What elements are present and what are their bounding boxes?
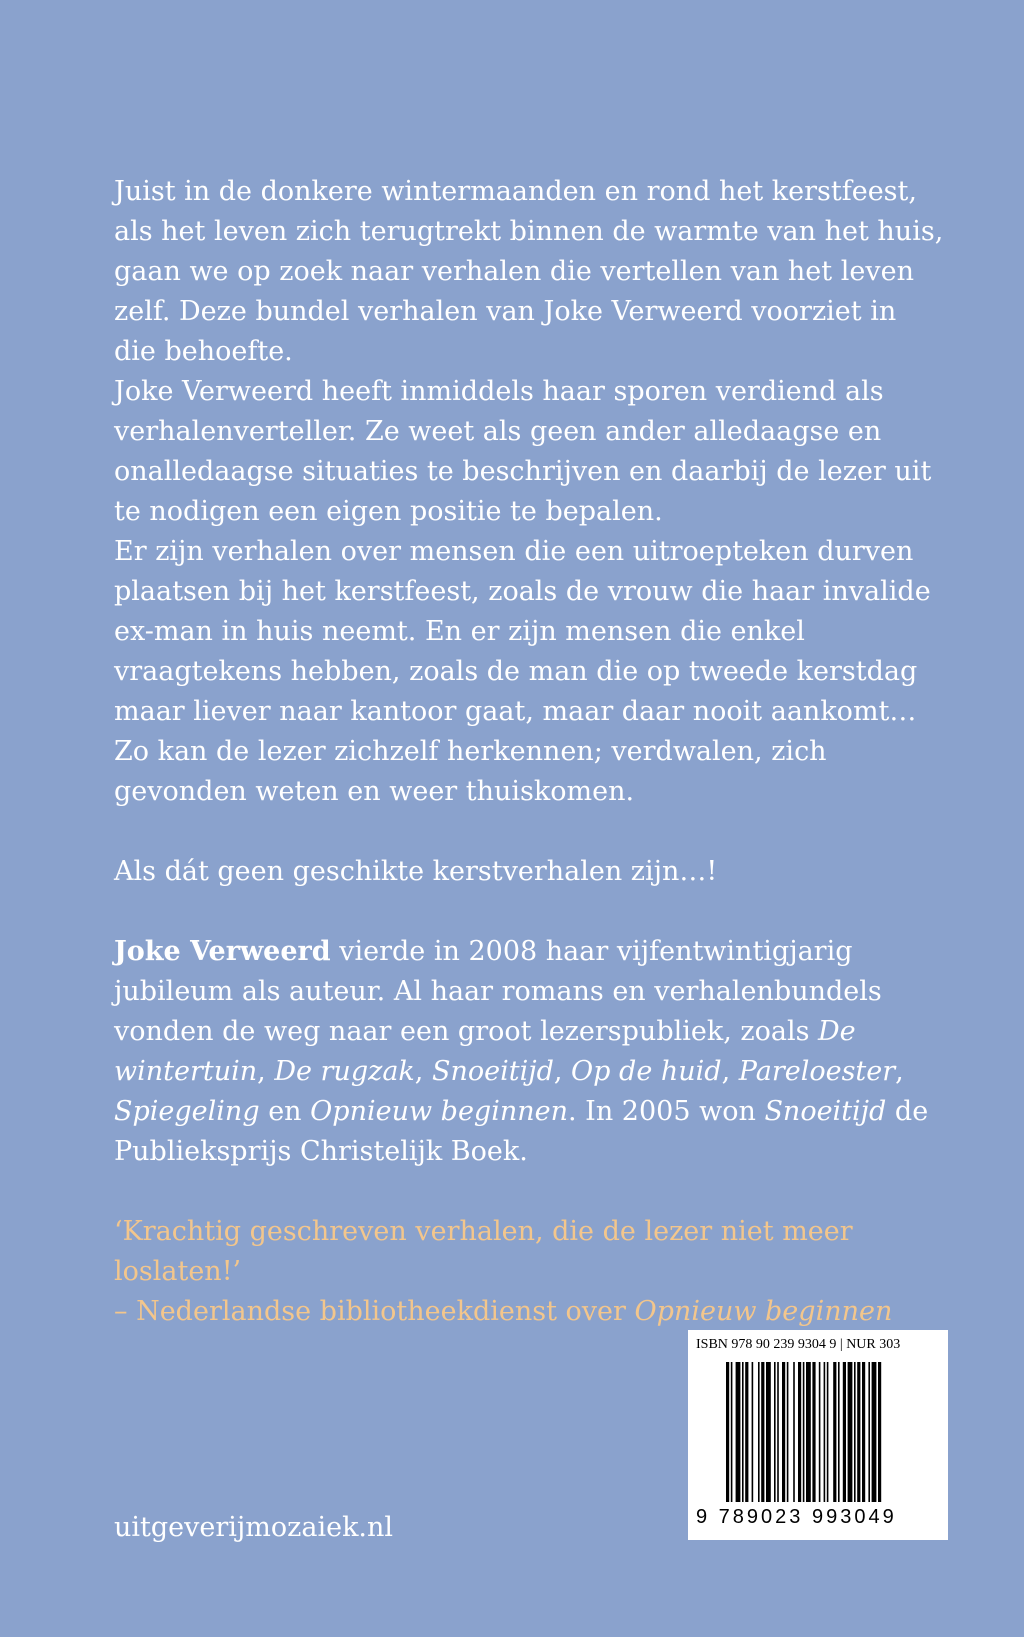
barcode-bar [774,1362,776,1502]
barcode-bar [878,1362,881,1502]
barcode-bar [782,1362,785,1502]
book-title: Snoeitijd [431,1056,554,1087]
barcode-bar [777,1362,779,1502]
barcode-bar [731,1362,733,1502]
review-book-title: Opnieuw beginnen [634,1296,893,1327]
book-title: De wintertuin [114,1016,856,1087]
barcode-bar [806,1362,811,1502]
blurb-paragraph-4: Zo kan de lezer zichzelf herkennen; verdwalen, zich gevonden weten en weer thuiskomen. [114,736,827,807]
barcode-bar [833,1362,836,1502]
barcode-bar [872,1362,877,1502]
review-source: – Nederlandse bibliotheekdienst over Opnieuw beginnen [114,1296,893,1327]
barcode-bar [868,1362,870,1502]
barcode-bar [819,1362,821,1502]
book-title: Snoeitijd [764,1096,887,1127]
blurb-tagline: Als dát geen geschikte kerstverhalen zijn…! [114,856,718,887]
barcode-bar [752,1362,754,1502]
barcode-bar [787,1362,789,1502]
barcode-bar [742,1362,744,1502]
blurb-paragraph-3: Er zijn verhalen over mensen die een uitroepteken durven plaatsen bij het kerstfeest, zoals de vrouw die haar invalide ex-man in huis neemt. En er zijn mensen die enkel vraagtekens hebben, zoals de man die op tweede kerstdag maar liever naar kantoor gaat, maar daar nooit aankomt… [114,536,931,727]
book-title: Spiegeling [114,1096,260,1127]
barcode-bar [827,1362,829,1502]
book-title: Pareloester [738,1056,896,1087]
review-quote: ‘Krachtig geschreven verhalen, die de lezer niet meer loslaten!’ [114,1216,853,1287]
book-title: Opnieuw beginnen [310,1096,568,1127]
barcode-bar [793,1362,795,1502]
blurb-paragraph-1: Juist in de donkere wintermaanden en rond het kerstfeest, als het leven zich terugtrekt binnen de warmte van het huis, gaan we op zoek naar verhalen die vertellen van het leven zelf. Deze bundel verhalen van Joke Verweerd voorziet in die behoefte. [114,176,944,367]
barcode-bar [848,1362,853,1502]
barcode-digits: 9 789023 993049 [696,1506,897,1528]
barcode-bar [766,1362,771,1502]
back-cover-text [114,172,944,1332]
barcode-box [688,1330,948,1540]
blurb-paragraph-2: Joke Verweerd heeft inmiddels haar sporen verdiend als verhalenverteller. Ze weet als geen ander alledaagse en onalledaagse situaties te beschrijven en daarbij de lezer uit te nodigen een eigen positie te bepalen. [114,376,932,527]
author-name: Joke Verweerd [114,936,331,967]
barcode-bar [812,1362,815,1502]
barcode-bar [824,1362,826,1502]
barcode-bar [758,1362,760,1502]
barcode-bar [838,1362,840,1502]
barcode-bar [854,1362,856,1502]
author-bio: Joke Verweerd vierde in 2008 haar vijfentwintigjarig jubileum als auteur. Al haar romans en verhalenbundels vonden de weg naar een groot lezerspubliek, zoals De wintertuin, De rugzak, Snoeitijd, Op de huid, Pareloester, Spiegeling en Opnieuw beginnen. In 2005 won Snoeitijd de Publieksprijs Christelijk Boek. [114,936,929,1167]
barcode-bar [862,1362,865,1502]
barcode-bar [726,1362,729,1502]
barcode-bar [745,1362,748,1502]
publisher-url: uitgeverijmozaiek.nl [114,1512,394,1543]
barcode-bar [761,1362,764,1502]
isbn-text: ISBN 978 90 239 9304 9 | NUR 303 [696,1337,901,1352]
barcode-bar [843,1362,846,1502]
book-title: Op de huid [571,1056,722,1087]
barcode-bar [857,1362,860,1502]
barcode-bar [736,1362,741,1502]
barcode-bar [798,1362,801,1502]
barcode-bar [803,1362,805,1502]
barcode-icon [726,1362,938,1502]
book-title: De rugzak [274,1056,415,1087]
